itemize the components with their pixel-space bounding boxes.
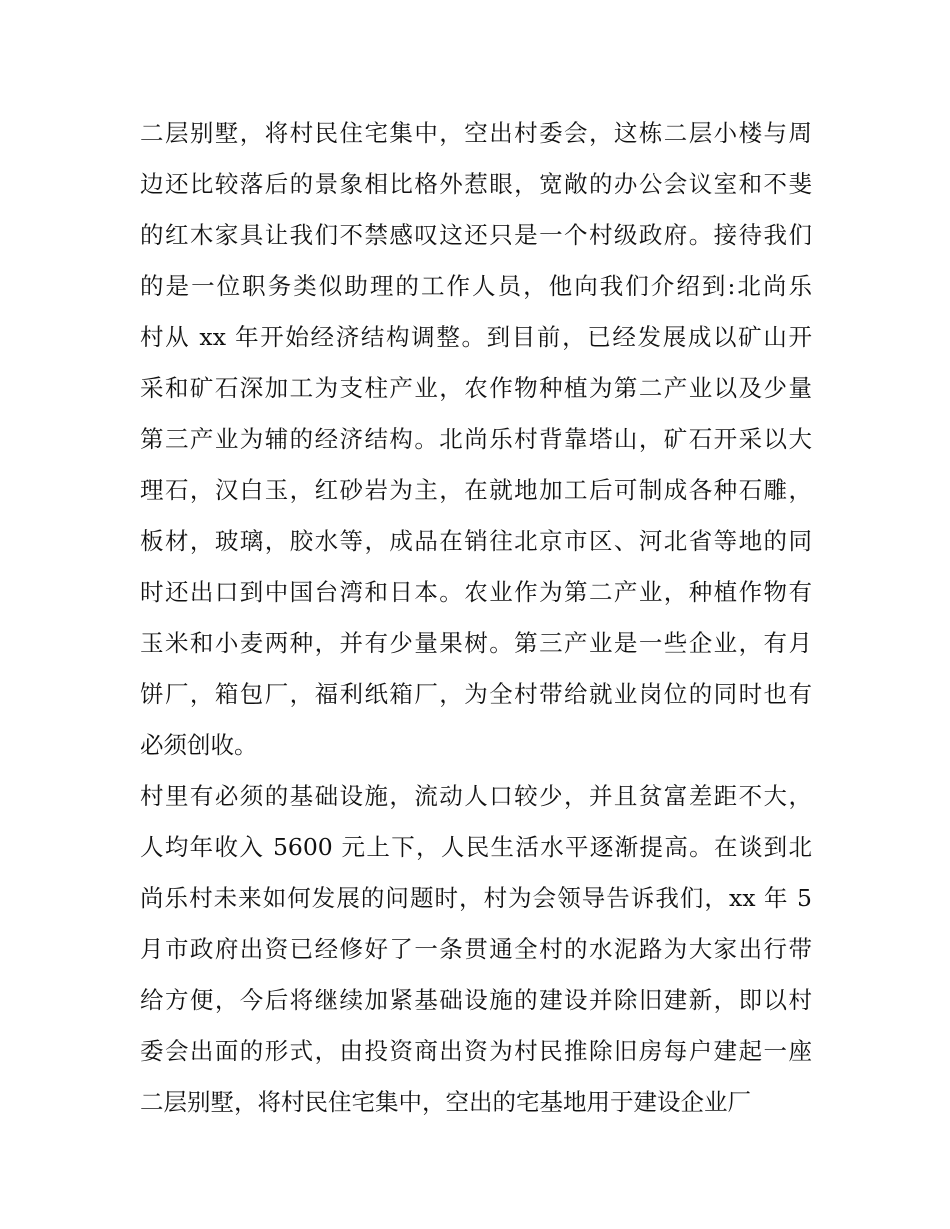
text-line: 二层别墅，将村民住宅集中，空出村委会，这栋二层小楼与周 bbox=[140, 119, 812, 147]
text-line: 给方便，今后将继续加紧基础设施的建设并除旧建新，即以村 bbox=[140, 986, 812, 1014]
paragraph-2 bbox=[140, 771, 812, 1128]
text-line: 委会出面的形式，由投资商出资为村民推除旧房每户建起一座 bbox=[140, 1037, 812, 1065]
text-line: 二层别墅，将村民住宅集中，空出的宅基地用于建设企业厂 bbox=[140, 1088, 751, 1116]
paragraph-1 bbox=[140, 108, 812, 771]
text-line: 理石，汉白玉，红砂岩为主，在就地加工后可制成各种石雕， bbox=[140, 476, 812, 504]
text-line: 板材，玻璃，胶水等，成品在销往北京市区、河北省等地的同 bbox=[140, 527, 812, 555]
text-line: 的是一位职务类似助理的工作人员，他向我们介绍到:北尚乐 bbox=[140, 272, 812, 300]
document-body bbox=[140, 108, 812, 1128]
text-line: 村从 xx 年开始经济结构调整。到目前，已经发展成以矿山开 bbox=[140, 323, 812, 351]
text-line: 采和矿石深加工为支柱产业，农作物种植为第二产业以及少量 bbox=[140, 374, 812, 402]
text-line: 饼厂，箱包厂，福利纸箱厂，为全村带给就业岗位的同时也有 bbox=[140, 680, 812, 708]
text-line: 村里有必须的基础设施，流动人口较少，并且贫富差距不大， bbox=[140, 782, 812, 810]
text-line: 的红木家具让我们不禁感叹这还只是一个村级政府。接待我们 bbox=[140, 221, 812, 249]
text-line: 第三产业为辅的经济结构。北尚乐村背靠塔山，矿石开采以大 bbox=[140, 425, 812, 453]
text-line: 时还出口到中国台湾和日本。农业作为第二产业，种植作物有 bbox=[140, 578, 812, 606]
text-line: 尚乐村未来如何发展的问题时，村为会领导告诉我们，xx 年 5 bbox=[140, 884, 812, 912]
text-line: 玉米和小麦两种，并有少量果树。第三产业是一些企业，有月 bbox=[140, 629, 812, 657]
text-line: 必须创收。 bbox=[140, 731, 258, 759]
text-line: 人均年收入 5600 元上下，人民生活水平逐渐提高。在谈到北 bbox=[140, 833, 812, 861]
text-line: 月市政府出资已经修好了一条贯通全村的水泥路为大家出行带 bbox=[140, 935, 812, 963]
text-line: 边还比较落后的景象相比格外惹眼，宽敞的办公会议室和不斐 bbox=[140, 170, 812, 198]
